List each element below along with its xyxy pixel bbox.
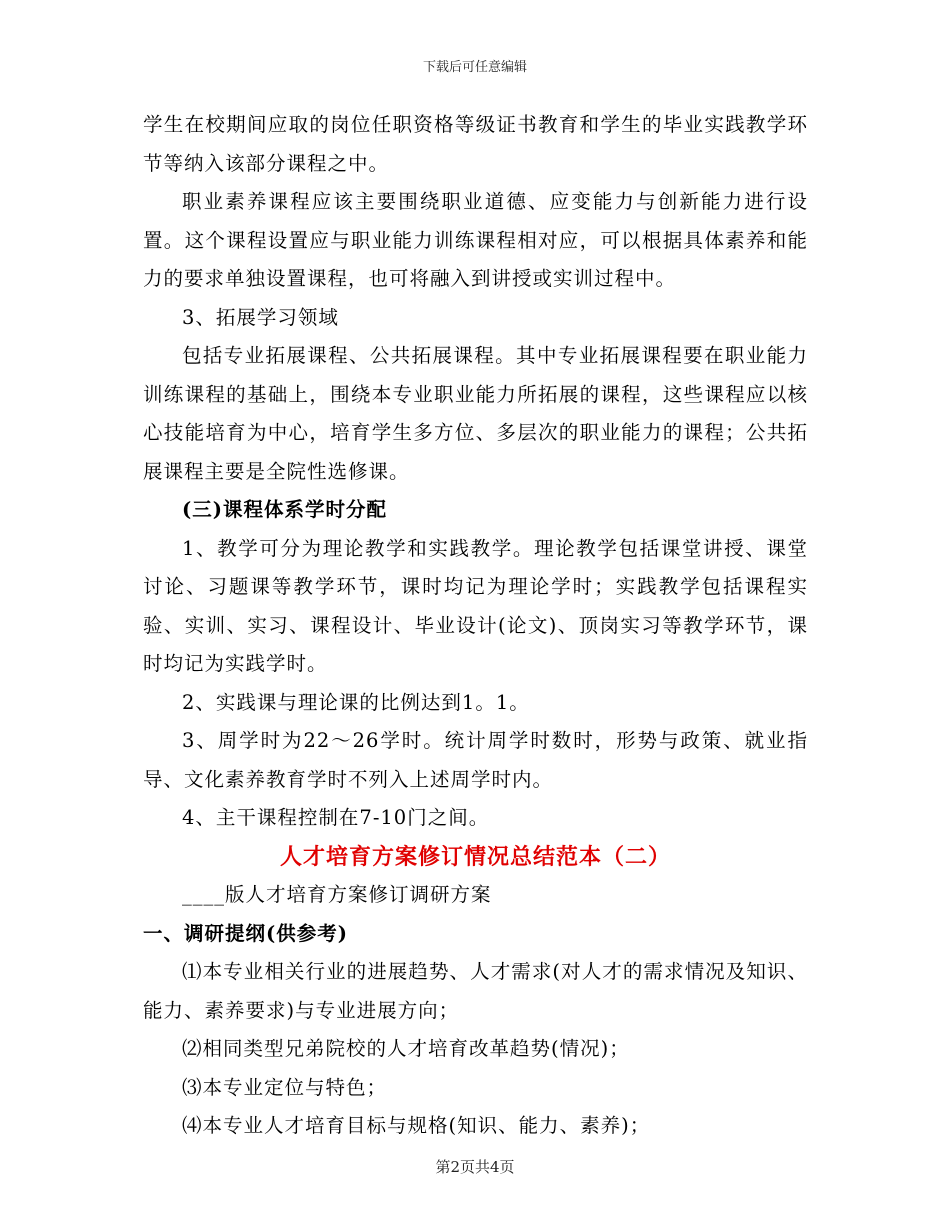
list-item: 1、教学可分为理论教学和实践教学。理论教学包括课堂讲授、课堂讨论、习题课等教学环节，课时均记为理论学时；实践教学包括课程实验、实训、实习、课程设计、毕业设计(论文)、顶岗实习等教学环节，课时均记为实践学时。	[143, 536, 808, 675]
list-item: ⑷本专业人才培育目标与规格(知识、能力、素养)；	[182, 1114, 651, 1137]
list-item: ⑵相同类型兄弟院校的人才培育改革趋势(情况)；	[182, 1037, 630, 1060]
subheading: 一、调研提纲(供参考)	[143, 921, 348, 945]
page-footer: 第2页共4页	[435, 1158, 515, 1176]
list-item: ⑴本专业相关行业的进展趋势、人才需求(对人才的需求情况及知识、能力、素养要求)与专业进展方向；	[143, 960, 808, 1022]
subheading: 3、拓展学习领域	[182, 305, 339, 329]
subheading: (三)课程体系学时分配	[182, 498, 387, 521]
paragraph: 包括专业拓展课程、公共拓展课程。其中专业拓展课程要在职业能力训练课程的基础上，围绕本专业职业能力所拓展的课程，这些课程应以核心技能培育为中心，培育学生多方位、多层次的职业能力的课程；公共拓展课程主要是全院性选修课。	[143, 344, 808, 483]
paragraph: 职业素养课程应该主要围绕职业道德、应变能力与创新能力进行设置。这个课程设置应与职业能力训练课程相对应，可以根据具体素养和能力的要求单独设置课程，也可将融入到讲授或实训过程中。	[143, 190, 808, 290]
section-title: 人才培育方案修订情况总结范本（二）	[279, 843, 671, 870]
paragraph: ____版人才培育方案修订调研方案	[182, 883, 492, 906]
list-item: 4、主干课程控制在7-10门之间。	[182, 806, 490, 829]
list-item: ⑶本专业定位与特色；	[182, 1075, 388, 1099]
document-body	[143, 106, 808, 1146]
page-header: 下载后可任意编辑	[422, 60, 527, 75]
list-item: 3、周学时为22～26学时。统计周学时数时，形势与政策、就业指导、文化素养教育学时不列入上述周学时内。	[143, 729, 808, 791]
list-item: 2、实践课与理论课的比例达到1。1。	[182, 690, 530, 714]
paragraph: 学生在校期间应取的岗位任职资格等级证书教育和学生的毕业实践教学环节等纳入该部分课程之中。	[143, 113, 808, 175]
